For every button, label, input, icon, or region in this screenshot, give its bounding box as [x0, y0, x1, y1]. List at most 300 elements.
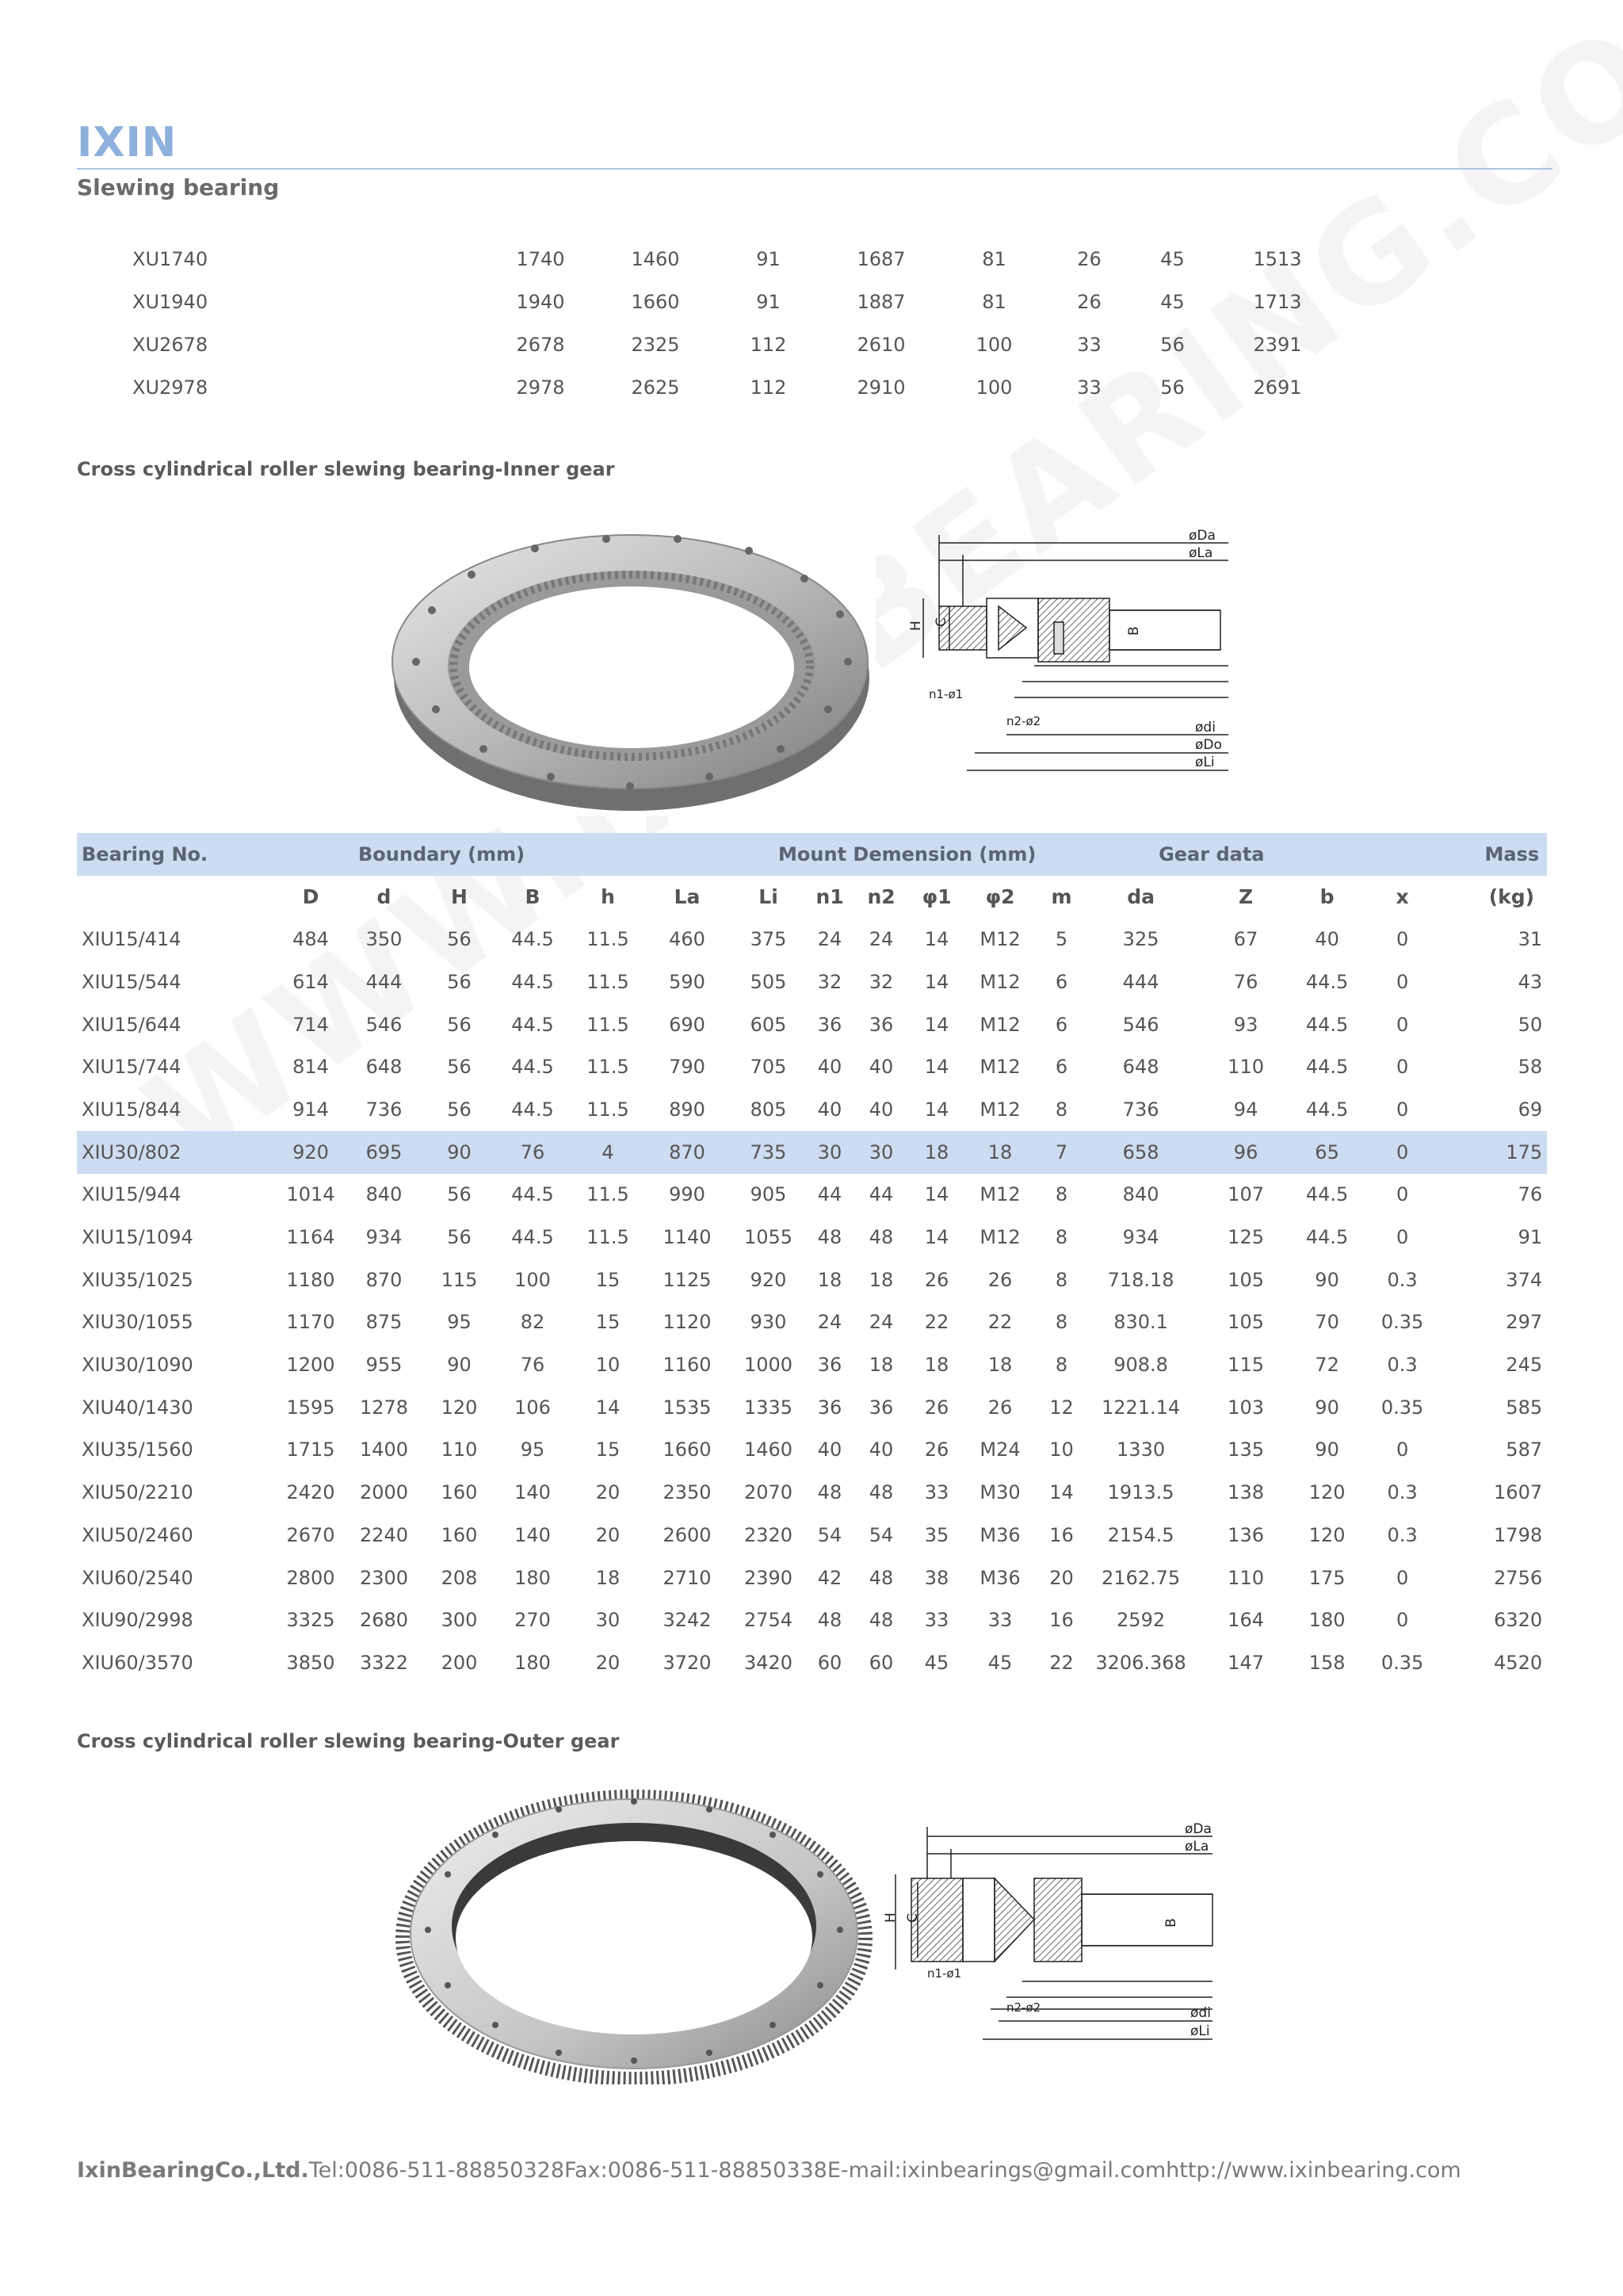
column-header: φ1 — [922, 885, 952, 909]
table-cell: 18 — [924, 1354, 949, 1377]
table-cell: 24 — [869, 928, 894, 951]
table-cell: 48 — [869, 1609, 894, 1632]
table-cell: 72 — [1315, 1354, 1339, 1377]
table-cell: 175 — [1308, 1566, 1346, 1589]
bearing-model: XIU15/544 — [82, 970, 181, 993]
table-cell: 44.5 — [511, 928, 554, 951]
table-cell: 300 — [441, 1609, 478, 1632]
table-cell: M12 — [980, 928, 1021, 951]
table-cell: 32 — [817, 970, 842, 993]
bearing-model: XIU30/1055 — [82, 1311, 193, 1334]
footer-contact — [77, 2158, 1461, 2183]
table-cell: 920 — [750, 1268, 787, 1291]
table-cell: 33 — [987, 1609, 1013, 1632]
table-cell: 1660 — [631, 291, 680, 313]
table-cell: M12 — [980, 1056, 1021, 1079]
table-cell: 10 — [1049, 1438, 1074, 1461]
table-cell: 96 — [1194, 1131, 1297, 1174]
table-cell: 614 — [292, 970, 329, 993]
svg-text:ødi: ødi — [1190, 2005, 1211, 2021]
table-row — [77, 238, 1345, 281]
bearing-model: XIU50/2210 — [82, 1481, 193, 1504]
table-cell: M12 — [980, 1098, 1021, 1121]
table-cell: 695 — [342, 1131, 426, 1174]
table-cell: 90 — [1315, 1438, 1339, 1461]
table-cell: 54 — [869, 1523, 894, 1546]
table-cell: 67 — [1233, 928, 1258, 951]
table-cell: 1460 — [744, 1438, 793, 1461]
table-cell: 1740 — [516, 248, 565, 270]
bearing-model: XIU15/414 — [82, 928, 181, 951]
table-row — [77, 1343, 1547, 1386]
table-cell: 350 — [365, 928, 403, 951]
table-cell: 36 — [869, 1013, 894, 1036]
table-cell: 54 — [817, 1523, 842, 1546]
table-cell: 0 — [1396, 1609, 1409, 1632]
table-cell: 1595 — [286, 1396, 335, 1419]
bearing-model: XIU60/2540 — [82, 1566, 193, 1589]
group-mount: Mount Demension (mm) — [731, 833, 1087, 876]
page-subtitle: Slewing bearing — [77, 174, 280, 201]
table-cell: 1180 — [286, 1268, 335, 1291]
table-cell: 705 — [750, 1056, 787, 1079]
svg-text:øLa: øLa — [1189, 545, 1213, 561]
table-cell: 1170 — [286, 1311, 335, 1334]
column-header: Li — [758, 885, 778, 909]
table-cell: 35 — [924, 1523, 949, 1546]
bearing-model: XIU50/2460 — [82, 1523, 193, 1546]
table-cell: 735 — [731, 1131, 806, 1174]
table-row — [77, 1471, 1547, 1514]
table-row — [77, 1131, 1547, 1174]
table-cell: 44.5 — [1305, 1183, 1349, 1206]
table-cell: 648 — [1122, 1056, 1159, 1079]
table-cell: 60 — [817, 1651, 842, 1674]
table-column-header — [77, 876, 1547, 919]
svg-text:H: H — [883, 1912, 899, 1923]
table-cell: 505 — [750, 970, 787, 993]
table-cell: 1687 — [857, 248, 906, 270]
table-cell: 270 — [514, 1609, 551, 1632]
table-cell: 15 — [595, 1268, 621, 1291]
bearing-model: XIU15/644 — [82, 1013, 181, 1036]
svg-text:n1-ø1: n1-ø1 — [929, 687, 964, 701]
outer-gear-cross-section-drawing — [880, 1819, 1260, 2057]
table-cell: 840 — [1122, 1183, 1159, 1206]
table-cell: 90 — [426, 1131, 493, 1174]
svg-text:øLi: øLi — [1195, 755, 1215, 770]
table-cell: 0.3 — [1387, 1354, 1418, 1377]
bearing-model: XIU35/1025 — [82, 1268, 193, 1291]
table-cell: 95 — [447, 1311, 472, 1334]
table-cell: 44.5 — [511, 1056, 554, 1079]
xu-table — [77, 238, 1345, 409]
table-cell: 1535 — [663, 1396, 712, 1419]
outer-gear-title: Cross cylindrical roller slewing bearing-Outer gear — [77, 1730, 620, 1752]
table-cell: 120 — [1308, 1523, 1346, 1546]
table-cell: 736 — [365, 1098, 403, 1121]
column-header: da — [1127, 885, 1155, 909]
column-header: H — [451, 885, 468, 909]
table-cell: M12 — [980, 970, 1021, 993]
table-cell: 1513 — [1253, 248, 1302, 270]
table-group-header — [77, 833, 1547, 876]
table-cell: 45 — [924, 1651, 949, 1674]
table-cell: 8 — [1055, 1226, 1068, 1249]
table-cell: 14 — [924, 1056, 949, 1079]
table-row — [77, 1216, 1547, 1259]
table-cell: 6 — [1055, 1056, 1068, 1079]
table-cell: M36 — [980, 1566, 1021, 1589]
table-cell: 1887 — [857, 291, 906, 313]
footer-company: IxinBearingCo.,Ltd. — [77, 2158, 309, 2183]
table-cell: 30 — [854, 1131, 909, 1174]
table-cell: 3720 — [663, 1651, 712, 1674]
table-row — [77, 281, 1345, 323]
table-cell: 1913.5 — [1107, 1481, 1174, 1504]
table-cell: 546 — [365, 1013, 403, 1036]
footer-contact-info: Tel:0086-511-88850328Fax:0086-511-88850338E-mail:ixinbearings@gmail.comhttp://www.ixinbearing.com — [308, 2158, 1461, 2183]
table-cell: 100 — [514, 1268, 551, 1291]
table-cell: 76 — [493, 1131, 572, 1174]
table-cell: 15 — [595, 1438, 621, 1461]
table-row — [77, 1301, 1547, 1344]
table-cell: 91 — [1518, 1226, 1543, 1249]
table-cell: 1160 — [663, 1354, 712, 1377]
table-cell: 920 — [279, 1131, 342, 1174]
table-cell: 325 — [1122, 928, 1159, 951]
table-cell: 1940 — [516, 291, 565, 313]
bearing-model: XIU15/844 — [82, 1098, 181, 1121]
table-cell: 2800 — [286, 1566, 335, 1589]
table-cell: 24 — [869, 1311, 894, 1334]
table-cell: 648 — [365, 1056, 403, 1079]
table-cell: 135 — [1228, 1438, 1264, 1461]
table-cell: 297 — [1506, 1311, 1543, 1334]
table-cell: 138 — [1228, 1481, 1264, 1504]
table-cell: 934 — [1122, 1226, 1159, 1249]
table-cell: 1660 — [663, 1438, 712, 1461]
inner-gear-spec-table — [77, 833, 1547, 1684]
table-cell: 147 — [1228, 1651, 1264, 1674]
table-cell: 56 — [1160, 376, 1185, 399]
table-cell: 0 — [1357, 1131, 1448, 1174]
table-cell: 20 — [1049, 1566, 1074, 1589]
table-cell: M12 — [980, 1226, 1021, 1249]
table-cell: 32 — [869, 970, 894, 993]
table-cell: 125 — [1228, 1226, 1264, 1249]
table-cell: 112 — [750, 376, 787, 399]
table-cell: 10 — [595, 1354, 621, 1377]
table-cell: 1120 — [663, 1311, 712, 1334]
table-cell: 2978 — [516, 376, 565, 399]
table-cell: 1335 — [744, 1396, 793, 1419]
table-cell: 870 — [365, 1268, 403, 1291]
table-cell: 2070 — [744, 1481, 793, 1504]
table-row — [77, 1088, 1547, 1131]
table-cell: 3420 — [744, 1651, 793, 1674]
table-cell: 18 — [964, 1131, 1036, 1174]
table-cell: 444 — [1122, 970, 1159, 993]
column-header: φ2 — [985, 885, 1015, 909]
column-header: Z — [1239, 885, 1254, 909]
bearing-model: XU2678 — [132, 334, 208, 356]
table-cell: 11.5 — [586, 1183, 629, 1206]
table-cell: 2162.75 — [1101, 1566, 1181, 1589]
table-cell: 8 — [1055, 1354, 1068, 1377]
table-cell: 0 — [1396, 928, 1409, 951]
table-cell: 1055 — [744, 1226, 793, 1249]
table-cell: 1713 — [1253, 291, 1302, 313]
bearing-model: XIU35/1560 — [82, 1438, 193, 1461]
table-cell: 7 — [1036, 1131, 1087, 1174]
table-cell: 16 — [1049, 1523, 1074, 1546]
table-cell: 2420 — [286, 1481, 335, 1504]
table-cell: 2610 — [857, 334, 906, 356]
table-cell: 14 — [924, 928, 949, 951]
table-cell: 2691 — [1253, 376, 1302, 399]
table-cell: 14 — [924, 970, 949, 993]
table-cell: 30 — [595, 1609, 621, 1632]
table-row — [77, 1557, 1547, 1599]
table-cell: 890 — [669, 1098, 705, 1121]
svg-text:øLi: øLi — [1190, 2023, 1210, 2039]
table-cell: 2680 — [359, 1609, 409, 1632]
table-cell: 164 — [1228, 1609, 1264, 1632]
svg-text:H: H — [908, 621, 924, 631]
table-cell: 6320 — [1494, 1609, 1543, 1632]
table-cell: 0.3 — [1387, 1268, 1418, 1291]
table-cell: 1140 — [663, 1226, 712, 1249]
table-cell: 44.5 — [511, 1098, 554, 1121]
table-cell: 103 — [1228, 1396, 1264, 1419]
table-cell: 990 — [669, 1183, 705, 1206]
table-cell: 26 — [924, 1438, 949, 1461]
table-cell: 2325 — [631, 334, 680, 356]
table-cell: 22 — [987, 1311, 1013, 1334]
table-cell: 905 — [750, 1183, 787, 1206]
table-cell: 48 — [869, 1481, 894, 1504]
table-cell: 91 — [756, 248, 781, 270]
table-cell: 160 — [441, 1523, 478, 1546]
table-cell: 14 — [924, 1226, 949, 1249]
table-cell: 58 — [1518, 1056, 1543, 1079]
table-cell: 2910 — [857, 376, 906, 399]
table-cell: 91 — [756, 291, 781, 313]
table-cell: 11.5 — [586, 1226, 629, 1249]
column-header: D — [302, 885, 319, 909]
table-cell: 714 — [292, 1013, 329, 1036]
table-cell: 56 — [447, 928, 472, 951]
table-cell: 14 — [1049, 1481, 1074, 1504]
table-cell: 805 — [750, 1098, 787, 1121]
table-cell: 5 — [1055, 928, 1068, 951]
table-cell: 460 — [669, 928, 705, 951]
column-header: B — [525, 885, 540, 909]
table-cell: 14 — [924, 1098, 949, 1121]
table-cell: 22 — [1049, 1651, 1074, 1674]
table-cell: 48 — [817, 1481, 842, 1504]
table-cell: 110 — [1228, 1056, 1264, 1079]
table-cell: M12 — [980, 1013, 1021, 1036]
column-header: d — [376, 885, 391, 909]
table-cell: 90 — [447, 1354, 472, 1377]
bearing-model: XIU15/744 — [82, 1056, 181, 1079]
table-cell: 100 — [976, 376, 1013, 399]
table-cell: 44 — [817, 1183, 842, 1206]
table-cell: 914 — [292, 1098, 329, 1121]
table-cell: 50 — [1518, 1013, 1543, 1036]
table-cell: 44.5 — [1305, 1013, 1349, 1036]
table-cell: 3322 — [359, 1651, 409, 1674]
table-cell: 930 — [750, 1311, 787, 1334]
table-cell: 26 — [924, 1396, 949, 1419]
table-cell: 830.1 — [1113, 1311, 1168, 1334]
table-cell: 140 — [514, 1481, 551, 1504]
table-cell: 2390 — [744, 1566, 793, 1589]
table-cell: 69 — [1518, 1098, 1543, 1121]
table-cell: 36 — [817, 1354, 842, 1377]
table-cell: 106 — [514, 1396, 551, 1419]
column-header: n2 — [867, 885, 896, 909]
svg-text:B: B — [1126, 626, 1142, 636]
table-cell: 0.3 — [1387, 1523, 1418, 1546]
table-cell: 245 — [1506, 1354, 1543, 1377]
svg-text:øDa: øDa — [1189, 528, 1216, 544]
table-cell: 444 — [365, 970, 403, 993]
table-cell: 56 — [447, 1098, 472, 1121]
svg-text:C: C — [905, 1913, 921, 1923]
table-cell: 934 — [365, 1226, 403, 1249]
inner-gear-bearing-photo — [384, 515, 876, 816]
table-cell: 180 — [514, 1651, 551, 1674]
column-header: b — [1319, 885, 1335, 909]
table-cell: 115 — [1228, 1354, 1264, 1377]
table-cell: 11.5 — [586, 1098, 629, 1121]
table-cell: 44.5 — [511, 1183, 554, 1206]
table-row — [77, 323, 1345, 366]
bearing-model: XIU40/1430 — [82, 1396, 193, 1419]
table-cell: 875 — [365, 1311, 403, 1334]
table-cell: 8 — [1055, 1268, 1068, 1291]
table-cell: 48 — [869, 1566, 894, 1589]
table-cell: 42 — [817, 1566, 842, 1589]
table-cell: 136 — [1228, 1523, 1264, 1546]
table-cell: 44.5 — [511, 1226, 554, 1249]
table-cell: 2320 — [744, 1523, 793, 1546]
table-cell: 3206.368 — [1095, 1651, 1186, 1674]
table-cell: 690 — [669, 1013, 705, 1036]
table-cell: 31 — [1518, 928, 1543, 951]
table-cell: 11.5 — [586, 970, 629, 993]
table-cell: 1125 — [663, 1268, 712, 1291]
table-cell: 18 — [869, 1354, 894, 1377]
svg-text:øLa: øLa — [1185, 1839, 1209, 1855]
column-header: La — [674, 885, 701, 909]
outer-gear-bearing-photo — [392, 1779, 876, 2084]
table-cell: 4520 — [1494, 1651, 1543, 1674]
table-cell: 30 — [806, 1131, 854, 1174]
table-cell: 76 — [1233, 970, 1258, 993]
table-cell: 26 — [987, 1268, 1013, 1291]
table-cell: 2625 — [631, 376, 680, 399]
table-cell: 814 — [292, 1056, 329, 1079]
table-cell: 48 — [869, 1226, 894, 1249]
table-cell: 14 — [924, 1013, 949, 1036]
table-cell: 44.5 — [511, 1013, 554, 1036]
table-cell: 0.35 — [1381, 1311, 1424, 1334]
table-cell: 0 — [1396, 1183, 1409, 1206]
table-cell: 115 — [441, 1268, 478, 1291]
column-header: n1 — [815, 885, 844, 909]
table-cell: 8 — [1055, 1183, 1068, 1206]
table-cell: 56 — [447, 1226, 472, 1249]
table-cell: 908.8 — [1113, 1354, 1168, 1377]
table-cell: 2600 — [663, 1523, 712, 1546]
svg-text:C: C — [934, 617, 949, 627]
table-cell: 375 — [750, 928, 787, 951]
table-cell: 0 — [1396, 1013, 1409, 1036]
table-cell: M12 — [980, 1183, 1021, 1206]
table-cell: 1164 — [286, 1226, 335, 1249]
column-header: m — [1051, 885, 1072, 909]
table-cell: 20 — [595, 1651, 621, 1674]
table-cell: 2678 — [516, 334, 565, 356]
table-cell: 0 — [1396, 1566, 1409, 1589]
column-header: (kg) — [1488, 885, 1535, 909]
table-cell: 26 — [924, 1268, 949, 1291]
table-cell: 484 — [292, 928, 329, 951]
table-cell: 82 — [520, 1311, 545, 1334]
table-cell: 20 — [595, 1523, 621, 1546]
table-cell: 140 — [514, 1523, 551, 1546]
table-cell: 2240 — [359, 1523, 409, 1546]
table-cell: 4 — [572, 1131, 643, 1174]
svg-text:øDa: øDa — [1185, 1821, 1212, 1837]
table-cell: 26 — [1077, 291, 1102, 313]
table-cell: 0 — [1396, 1056, 1409, 1079]
table-cell: 90 — [1315, 1268, 1339, 1291]
table-cell: 2754 — [744, 1609, 793, 1632]
table-cell: 48 — [817, 1609, 842, 1632]
table-cell: 2350 — [663, 1481, 712, 1504]
table-cell: 65 — [1297, 1131, 1357, 1174]
table-row — [77, 1045, 1547, 1088]
table-cell: 95 — [520, 1438, 545, 1461]
table-cell: 40 — [817, 1438, 842, 1461]
table-cell: 1221.14 — [1101, 1396, 1181, 1419]
table-cell: 56 — [447, 1013, 472, 1036]
column-header: x — [1396, 885, 1409, 909]
table-cell: 1200 — [286, 1354, 335, 1377]
table-cell: 40 — [817, 1098, 842, 1121]
table-cell: 36 — [817, 1396, 842, 1419]
table-cell: 840 — [365, 1183, 403, 1206]
table-cell: 40 — [869, 1098, 894, 1121]
table-cell: 33 — [924, 1481, 949, 1504]
table-cell: 11.5 — [586, 1013, 629, 1036]
table-cell: 374 — [1506, 1268, 1543, 1291]
table-cell: 605 — [750, 1013, 787, 1036]
bearing-model: XU1940 — [132, 291, 208, 313]
table-cell: 2592 — [1117, 1609, 1166, 1632]
table-cell: 0 — [1396, 1098, 1409, 1121]
table-cell: 546 — [1122, 1013, 1159, 1036]
table-cell: 20 — [595, 1481, 621, 1504]
table-cell: 45 — [1160, 248, 1185, 270]
table-cell: 1330 — [1117, 1438, 1166, 1461]
table-cell: M36 — [980, 1523, 1021, 1546]
